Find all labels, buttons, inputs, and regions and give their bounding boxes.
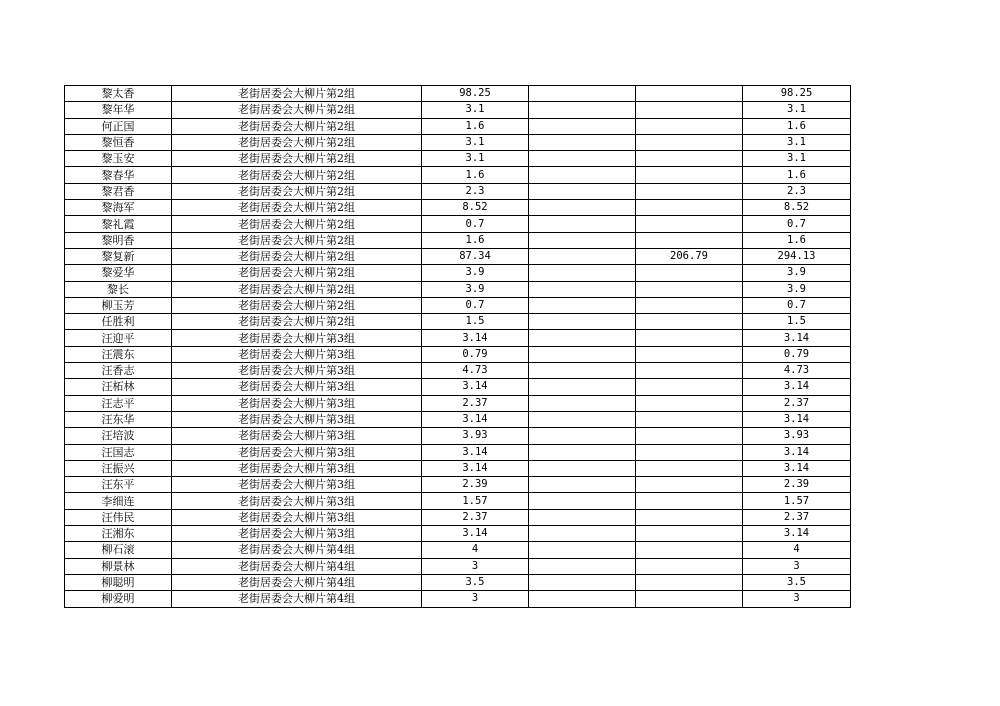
extra-cell bbox=[636, 183, 743, 199]
blank-cell bbox=[529, 216, 636, 232]
name-cell: 黎太香 bbox=[65, 86, 172, 102]
area-cell: 3.14 bbox=[422, 411, 529, 427]
area-cell: 3.14 bbox=[422, 444, 529, 460]
address-cell: 老街居委会大柳片第2组 bbox=[172, 86, 422, 102]
blank-cell bbox=[529, 314, 636, 330]
extra-cell bbox=[636, 558, 743, 574]
area-cell: 3.14 bbox=[422, 330, 529, 346]
area-cell: 2.3 bbox=[422, 183, 529, 199]
total-cell: 3 bbox=[743, 591, 851, 607]
name-cell: 黎海军 bbox=[65, 200, 172, 216]
table-row bbox=[65, 281, 851, 297]
name-cell: 汪迎平 bbox=[65, 330, 172, 346]
total-cell: 0.79 bbox=[743, 346, 851, 362]
extra-cell bbox=[636, 395, 743, 411]
blank-cell bbox=[529, 509, 636, 525]
total-cell: 3 bbox=[743, 558, 851, 574]
total-cell: 1.57 bbox=[743, 493, 851, 509]
table-row bbox=[65, 330, 851, 346]
address-cell: 老街居委会大柳片第2组 bbox=[172, 200, 422, 216]
table-row bbox=[65, 183, 851, 199]
address-cell: 老街居委会大柳片第2组 bbox=[172, 281, 422, 297]
total-cell: 3.9 bbox=[743, 265, 851, 281]
extra-cell bbox=[636, 444, 743, 460]
address-cell: 老街居委会大柳片第3组 bbox=[172, 526, 422, 542]
address-cell: 老街居委会大柳片第2组 bbox=[172, 102, 422, 118]
area-cell: 0.7 bbox=[422, 297, 529, 313]
total-cell: 3.14 bbox=[743, 379, 851, 395]
area-cell: 3.5 bbox=[422, 574, 529, 590]
extra-cell bbox=[636, 297, 743, 313]
total-cell: 3.14 bbox=[743, 330, 851, 346]
area-cell: 1.6 bbox=[422, 167, 529, 183]
name-cell: 黎明香 bbox=[65, 232, 172, 248]
total-cell: 8.52 bbox=[743, 200, 851, 216]
total-cell: 4 bbox=[743, 542, 851, 558]
blank-cell bbox=[529, 200, 636, 216]
table-row bbox=[65, 232, 851, 248]
address-cell: 老街居委会大柳片第3组 bbox=[172, 395, 422, 411]
extra-cell bbox=[636, 493, 743, 509]
area-cell: 8.52 bbox=[422, 200, 529, 216]
area-cell: 4 bbox=[422, 542, 529, 558]
table-row bbox=[65, 395, 851, 411]
table-body bbox=[65, 86, 851, 608]
extra-cell bbox=[636, 363, 743, 379]
name-cell: 黎玉安 bbox=[65, 151, 172, 167]
extra-cell bbox=[636, 232, 743, 248]
name-cell: 汪湘东 bbox=[65, 526, 172, 542]
extra-cell bbox=[636, 346, 743, 362]
name-cell: 汪振兴 bbox=[65, 460, 172, 476]
extra-cell bbox=[636, 216, 743, 232]
table-row bbox=[65, 574, 851, 590]
area-cell: 3.1 bbox=[422, 102, 529, 118]
address-cell: 老街居委会大柳片第2组 bbox=[172, 248, 422, 264]
address-cell: 老街居委会大柳片第2组 bbox=[172, 118, 422, 134]
area-cell: 1.57 bbox=[422, 493, 529, 509]
extra-cell: 206.79 bbox=[636, 248, 743, 264]
area-cell: 3.1 bbox=[422, 134, 529, 150]
blank-cell bbox=[529, 591, 636, 607]
name-cell: 黎复新 bbox=[65, 248, 172, 264]
extra-cell bbox=[636, 281, 743, 297]
blank-cell bbox=[529, 574, 636, 590]
area-cell: 3.1 bbox=[422, 151, 529, 167]
name-cell: 汪志平 bbox=[65, 395, 172, 411]
extra-cell bbox=[636, 265, 743, 281]
extra-cell bbox=[636, 86, 743, 102]
name-cell: 柳聪明 bbox=[65, 574, 172, 590]
total-cell: 1.6 bbox=[743, 118, 851, 134]
name-cell: 任胜利 bbox=[65, 314, 172, 330]
table-row bbox=[65, 591, 851, 607]
blank-cell bbox=[529, 232, 636, 248]
blank-cell bbox=[529, 395, 636, 411]
name-cell: 黎春华 bbox=[65, 167, 172, 183]
blank-cell bbox=[529, 411, 636, 427]
name-cell: 柳玉芳 bbox=[65, 297, 172, 313]
area-cell: 3.14 bbox=[422, 526, 529, 542]
address-cell: 老街居委会大柳片第4组 bbox=[172, 558, 422, 574]
total-cell: 3.1 bbox=[743, 134, 851, 150]
blank-cell bbox=[529, 183, 636, 199]
address-cell: 老街居委会大柳片第2组 bbox=[172, 167, 422, 183]
name-cell: 汪国志 bbox=[65, 444, 172, 460]
name-cell: 李细连 bbox=[65, 493, 172, 509]
total-cell: 3.1 bbox=[743, 151, 851, 167]
address-cell: 老街居委会大柳片第4组 bbox=[172, 574, 422, 590]
total-cell: 3.1 bbox=[743, 102, 851, 118]
area-cell: 1.5 bbox=[422, 314, 529, 330]
area-cell: 3 bbox=[422, 558, 529, 574]
extra-cell bbox=[636, 134, 743, 150]
address-cell: 老街居委会大柳片第3组 bbox=[172, 363, 422, 379]
area-cell: 3 bbox=[422, 591, 529, 607]
address-cell: 老街居委会大柳片第3组 bbox=[172, 444, 422, 460]
table-row bbox=[65, 558, 851, 574]
extra-cell bbox=[636, 167, 743, 183]
total-cell: 294.13 bbox=[743, 248, 851, 264]
table-row bbox=[65, 151, 851, 167]
total-cell: 2.39 bbox=[743, 477, 851, 493]
name-cell: 汪香志 bbox=[65, 363, 172, 379]
extra-cell bbox=[636, 411, 743, 427]
address-cell: 老街居委会大柳片第2组 bbox=[172, 134, 422, 150]
area-cell: 1.6 bbox=[422, 232, 529, 248]
blank-cell bbox=[529, 493, 636, 509]
extra-cell bbox=[636, 591, 743, 607]
total-cell: 0.7 bbox=[743, 216, 851, 232]
blank-cell bbox=[529, 477, 636, 493]
name-cell: 黎礼霞 bbox=[65, 216, 172, 232]
blank-cell bbox=[529, 428, 636, 444]
area-cell: 4.73 bbox=[422, 363, 529, 379]
total-cell: 3.93 bbox=[743, 428, 851, 444]
area-cell: 3.9 bbox=[422, 265, 529, 281]
area-cell: 3.9 bbox=[422, 281, 529, 297]
table-row bbox=[65, 477, 851, 493]
address-cell: 老街居委会大柳片第3组 bbox=[172, 509, 422, 525]
name-cell: 汪培波 bbox=[65, 428, 172, 444]
blank-cell bbox=[529, 134, 636, 150]
extra-cell bbox=[636, 509, 743, 525]
table-row bbox=[65, 265, 851, 281]
address-cell: 老街居委会大柳片第3组 bbox=[172, 330, 422, 346]
table-row bbox=[65, 363, 851, 379]
total-cell: 3.5 bbox=[743, 574, 851, 590]
address-cell: 老街居委会大柳片第3组 bbox=[172, 477, 422, 493]
extra-cell bbox=[636, 314, 743, 330]
blank-cell bbox=[529, 118, 636, 134]
name-cell: 柳景林 bbox=[65, 558, 172, 574]
name-cell: 汪东平 bbox=[65, 477, 172, 493]
area-cell: 98.25 bbox=[422, 86, 529, 102]
name-cell: 汪震东 bbox=[65, 346, 172, 362]
total-cell: 3.14 bbox=[743, 444, 851, 460]
address-cell: 老街居委会大柳片第2组 bbox=[172, 297, 422, 313]
blank-cell bbox=[529, 330, 636, 346]
extra-cell bbox=[636, 460, 743, 476]
table-row bbox=[65, 200, 851, 216]
extra-cell bbox=[636, 200, 743, 216]
blank-cell bbox=[529, 363, 636, 379]
extra-cell bbox=[636, 330, 743, 346]
name-cell: 柳石滚 bbox=[65, 542, 172, 558]
table-row bbox=[65, 216, 851, 232]
blank-cell bbox=[529, 526, 636, 542]
extra-cell bbox=[636, 428, 743, 444]
total-cell: 4.73 bbox=[743, 363, 851, 379]
name-cell: 黎年华 bbox=[65, 102, 172, 118]
total-cell: 3.14 bbox=[743, 526, 851, 542]
area-cell: 1.6 bbox=[422, 118, 529, 134]
table-row bbox=[65, 379, 851, 395]
table-row bbox=[65, 297, 851, 313]
blank-cell bbox=[529, 542, 636, 558]
name-cell: 柳爱明 bbox=[65, 591, 172, 607]
extra-cell bbox=[636, 102, 743, 118]
address-cell: 老街居委会大柳片第2组 bbox=[172, 183, 422, 199]
address-cell: 老街居委会大柳片第3组 bbox=[172, 379, 422, 395]
area-cell: 87.34 bbox=[422, 248, 529, 264]
blank-cell bbox=[529, 265, 636, 281]
blank-cell bbox=[529, 102, 636, 118]
table-row bbox=[65, 314, 851, 330]
table-row bbox=[65, 167, 851, 183]
blank-cell bbox=[529, 444, 636, 460]
area-cell: 3.14 bbox=[422, 379, 529, 395]
table-row bbox=[65, 102, 851, 118]
name-cell: 黎长 bbox=[65, 281, 172, 297]
name-cell: 黎恒香 bbox=[65, 134, 172, 150]
address-cell: 老街居委会大柳片第2组 bbox=[172, 232, 422, 248]
extra-cell bbox=[636, 477, 743, 493]
blank-cell bbox=[529, 248, 636, 264]
area-cell: 3.14 bbox=[422, 460, 529, 476]
area-cell: 0.7 bbox=[422, 216, 529, 232]
table-row bbox=[65, 509, 851, 525]
table-row bbox=[65, 428, 851, 444]
area-cell: 2.39 bbox=[422, 477, 529, 493]
blank-cell bbox=[529, 86, 636, 102]
blank-cell bbox=[529, 297, 636, 313]
address-cell: 老街居委会大柳片第2组 bbox=[172, 216, 422, 232]
table-row bbox=[65, 460, 851, 476]
extra-cell bbox=[636, 526, 743, 542]
address-cell: 老街居委会大柳片第3组 bbox=[172, 346, 422, 362]
name-cell: 黎君香 bbox=[65, 183, 172, 199]
name-cell: 汪东华 bbox=[65, 411, 172, 427]
table-row bbox=[65, 118, 851, 134]
area-cell: 2.37 bbox=[422, 395, 529, 411]
table-row bbox=[65, 134, 851, 150]
address-cell: 老街居委会大柳片第2组 bbox=[172, 265, 422, 281]
table-row bbox=[65, 493, 851, 509]
total-cell: 1.5 bbox=[743, 314, 851, 330]
blank-cell bbox=[529, 379, 636, 395]
area-cell: 0.79 bbox=[422, 346, 529, 362]
data-table bbox=[64, 85, 851, 608]
table-row bbox=[65, 86, 851, 102]
address-cell: 老街居委会大柳片第3组 bbox=[172, 493, 422, 509]
total-cell: 98.25 bbox=[743, 86, 851, 102]
area-cell: 2.37 bbox=[422, 509, 529, 525]
address-cell: 老街居委会大柳片第4组 bbox=[172, 542, 422, 558]
extra-cell bbox=[636, 118, 743, 134]
total-cell: 0.7 bbox=[743, 297, 851, 313]
area-cell: 3.93 bbox=[422, 428, 529, 444]
table-row bbox=[65, 411, 851, 427]
table-row bbox=[65, 526, 851, 542]
address-cell: 老街居委会大柳片第3组 bbox=[172, 428, 422, 444]
total-cell: 3.9 bbox=[743, 281, 851, 297]
extra-cell bbox=[636, 574, 743, 590]
total-cell: 2.37 bbox=[743, 395, 851, 411]
extra-cell bbox=[636, 151, 743, 167]
address-cell: 老街居委会大柳片第3组 bbox=[172, 411, 422, 427]
address-cell: 老街居委会大柳片第4组 bbox=[172, 591, 422, 607]
name-cell: 汪柘林 bbox=[65, 379, 172, 395]
blank-cell bbox=[529, 558, 636, 574]
total-cell: 3.14 bbox=[743, 411, 851, 427]
total-cell: 3.14 bbox=[743, 460, 851, 476]
extra-cell bbox=[636, 542, 743, 558]
address-cell: 老街居委会大柳片第2组 bbox=[172, 314, 422, 330]
name-cell: 汪伟民 bbox=[65, 509, 172, 525]
table-row bbox=[65, 248, 851, 264]
blank-cell bbox=[529, 460, 636, 476]
total-cell: 1.6 bbox=[743, 167, 851, 183]
total-cell: 2.3 bbox=[743, 183, 851, 199]
blank-cell bbox=[529, 151, 636, 167]
name-cell: 黎爱华 bbox=[65, 265, 172, 281]
extra-cell bbox=[636, 379, 743, 395]
name-cell: 何正国 bbox=[65, 118, 172, 134]
blank-cell bbox=[529, 281, 636, 297]
table-row bbox=[65, 346, 851, 362]
table-row bbox=[65, 444, 851, 460]
total-cell: 2.37 bbox=[743, 509, 851, 525]
blank-cell bbox=[529, 167, 636, 183]
address-cell: 老街居委会大柳片第3组 bbox=[172, 460, 422, 476]
table-row bbox=[65, 542, 851, 558]
total-cell: 1.6 bbox=[743, 232, 851, 248]
address-cell: 老街居委会大柳片第2组 bbox=[172, 151, 422, 167]
blank-cell bbox=[529, 346, 636, 362]
